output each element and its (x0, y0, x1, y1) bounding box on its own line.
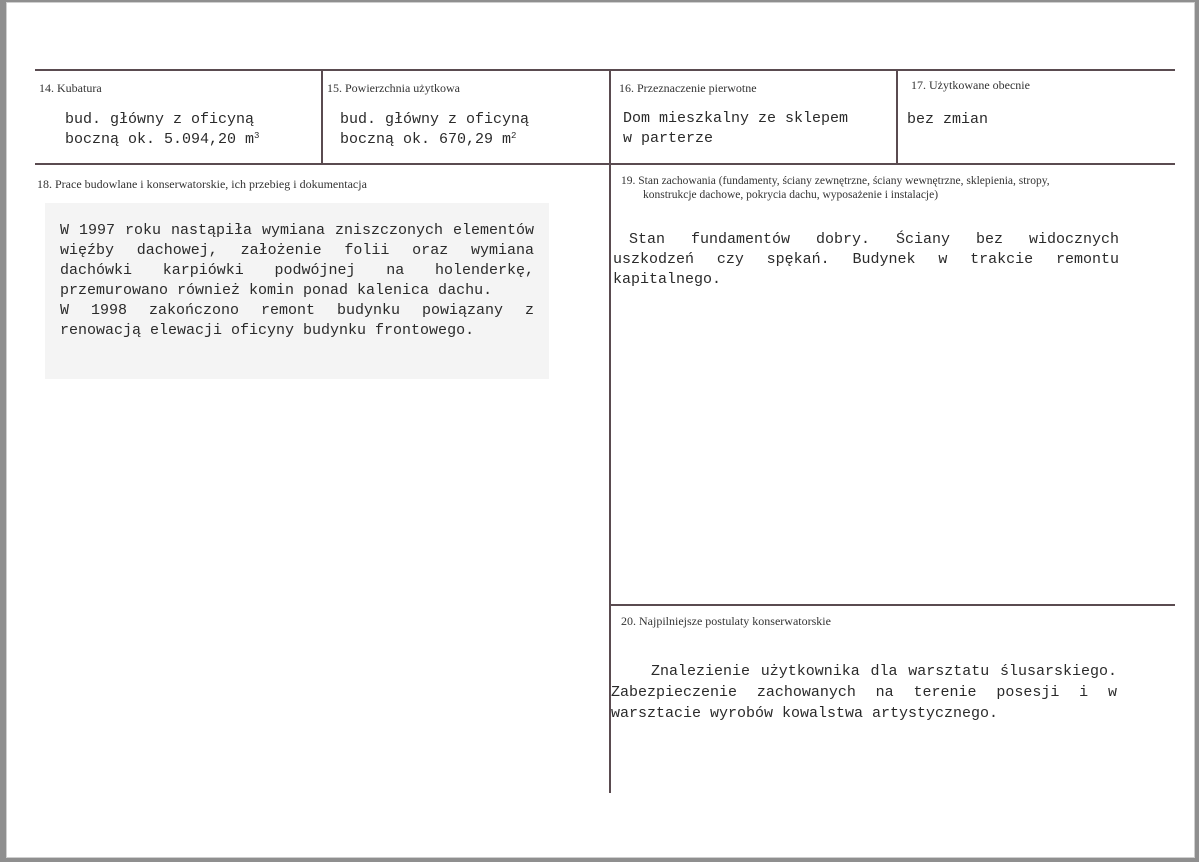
record-card (6, 2, 1195, 858)
field-15-line2 (340, 130, 600, 150)
field-16-line2: w parterze (623, 130, 714, 147)
field-15-label: 15. Powierzchnia użytkowa (327, 81, 460, 95)
field-19-text: Stan fundamentów dobry. Ściany bez widocznych uszkodzeń czy spękań. Budynek w trakcie remontu kapitalnego. (613, 231, 1119, 288)
field-15-line2-text: boczną ok. 670,29 m (340, 131, 512, 148)
top-border-line (35, 69, 1175, 71)
field-16-line1: Dom mieszkalny ze sklepem (623, 110, 849, 127)
field-19-label-line1: 19. Stan zachowania (fundamenty, ściany zewnętrzne, ściany wewnętrzne, sklepienia, stropy, (621, 175, 1050, 187)
field-18-paragraph-1: W 1997 roku nastąpiła wymiana zniszczonych elementów więźby dachowej, założenie folii oraz wymiana dachówki karpiówki podwójnej na holenderkę, przemurowano również komin ponad kalenica dachu. (60, 222, 534, 299)
column-divider-16-17 (896, 70, 898, 164)
field-14-line1: bud. główny z oficyną (65, 111, 255, 128)
field-18-label: 18. Prace budowlane i konserwatorskie, ich przebieg i dokumentacja (37, 177, 367, 191)
field-14-line2-text: boczną ok. 5.094,20 m (65, 131, 255, 148)
field-15-unit-exponent: 2 (511, 131, 517, 141)
section-20-divider-line (609, 604, 1175, 606)
field-15-value (340, 110, 600, 150)
field-14-label: 14. Kubatura (39, 81, 102, 95)
field-16-value (623, 109, 893, 149)
field-18-text-block (60, 221, 534, 341)
field-19-label-line2: konstrukcje dachowe, pokrycia dachu, wyposażenie i instalacje) (643, 189, 939, 201)
field-15-line1: bud. główny z oficyną (340, 111, 530, 128)
row-divider-line (35, 163, 1175, 165)
field-20-label: 20. Najpilniejsze postulaty konserwatorskie (621, 614, 831, 628)
field-16-label: 16. Przeznaczenie pierwotne (619, 81, 757, 95)
field-14-value (65, 110, 315, 150)
column-divider-14-15 (321, 70, 323, 164)
field-14-line2 (65, 130, 315, 150)
field-17-value: bez zmian (907, 111, 989, 128)
field-19-label (621, 174, 1181, 202)
field-20-text: Znalezienie użytkownika dla warsztatu ślusarskiego. Zabezpieczenie zachowanych na terenie posesji i w warsztacie wyrobów kowalstwa artystycznego. (611, 663, 1117, 722)
field-18-paragraph-2: W 1998 zakończono remont budynku powiązany z renowacją elewacji oficyny budynku frontowego. (60, 302, 534, 339)
field-14-unit-exponent: 3 (254, 131, 260, 141)
field-17-label: 17. Użytkowane obecnie (911, 78, 1030, 92)
